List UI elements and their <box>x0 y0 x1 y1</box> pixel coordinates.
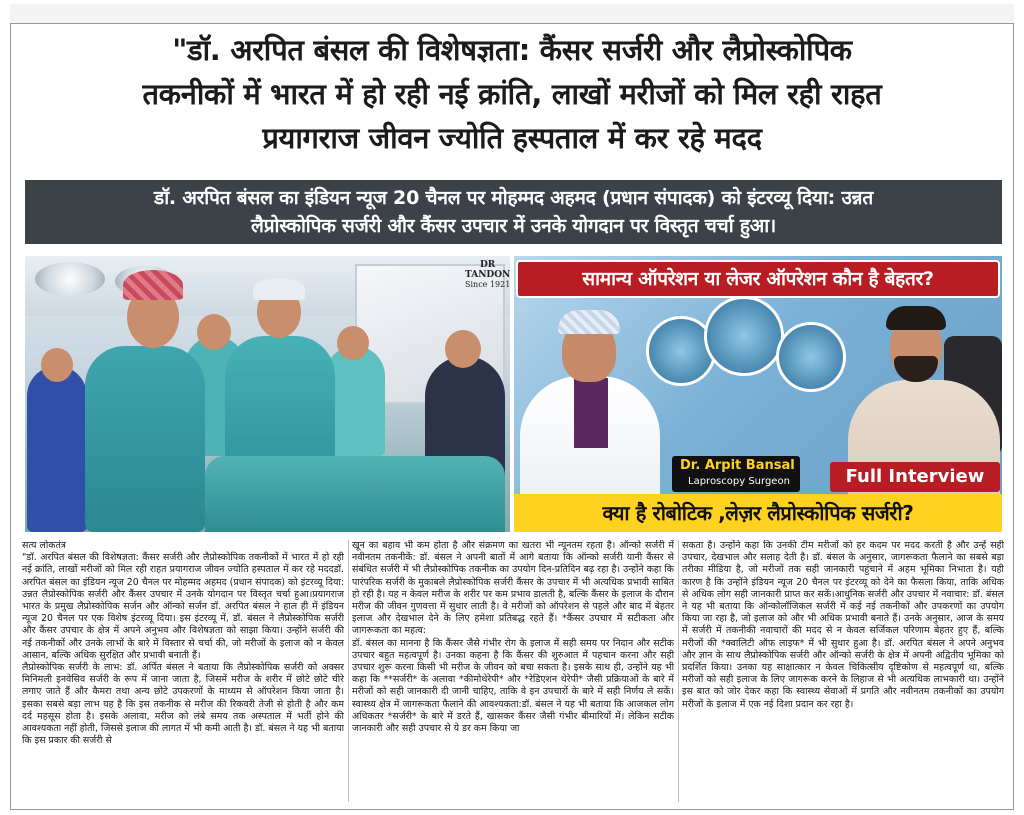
article-paragraph: "डॉ. अरपित बंसल की विशेषज्ञता: कैंसर सर्जरी और लैप्रोस्कोपिक तकनीकों में भारत में हो रही नई क्रांति, लाखों मरीजों को मिल रही राहत प्रयागराज जीवन ज्योति हस्पताल में कर रहे मददडॉ. अरपित बंसल का इंडियन न्यूज 20 चैनल पर मोहम्मद अहमद (प्रधान संपादक) को इंटरव्यू दिया: उन्नत लैप्रोस्कोपिक सर्जरी और कैंसर उपचार में उनके योगदान पर विस्तृत चर्चा हुआ।प्रयागराज भारत के प्रमुख लैप्रोस्कोपिक सर्जन और ऑन्को सर्जन डॉ. अरपित बंसल ने हाल ही में इंडियन न्यूज 20 चैनल पर एक विशेष इंटरव्यू दिया। इस इंटरव्यू में, डॉ. बंसल ने लैप्रोस्कोपिक सर्जरी और कैंसर उपचार के क्षेत्र में अपने अनुभव और विशेषज्ञता को साझा किया। उन्होंने सर्जरी की नई तकनीकों और उनके लाभों के बारे में विस्तार से चर्चा की, जो मरीजों के इलाज को न केवल आसान, बल्कि अधिक सुरक्षित और प्रभावी बनाती हैं। <box>22 552 344 661</box>
headline-line-2: तकनीकों में भारत में हो रही नई क्रांति, लाखों मरीजों को मिल रही राहत <box>142 77 882 111</box>
article-byline: सत्य लोकतंत्र <box>22 540 66 551</box>
surgeon-figure <box>85 346 205 532</box>
article-paragraph: सकता है। उन्होंने कहा कि उनकी टीम मरीजों को हर कदम पर मदद करती है और उन्हें सही उपचार, देखभाल और सलाह देती है। डॉ. बंसल के अनुसार, जागरूकता फैलाने का सबसे बड़ा तरीका मीडिया है, जो मरीजों तक सही जानकारी पहुंचाने में अहम भूमिका निभाता है। यही कारण है कि उन्होंने इंडियन न्यूज 20 चैनल पर इंटरव्यू को देने का फैसला किया, ताकि अधिक से अधिक लोग सही जानकारी प्राप्त कर सकें।आधुनिक सर्जरी और उपचार में नवाचार: डॉ. बंसल ने यह भी बताया कि ऑन्कोलॉजिकल सर्जरी में कई नई तकनीकों और उपकरणों का उपयोग किया जा रहा है, जो इलाज को और भी अधिक प्रभावी बनाते हैं। उनके अनुसार, आज के समय में सर्जरी में तकनीकी नवाचारों की मदद से न केवल सर्जिकल परिणाम बेहतर हुए हैं, बल्कि मरीजों की *क्वालिटी ऑफ लाइफ* में भी सुधार हुआ है। डॉ. अरपित बंसल ने अपने अनुभव और ज्ञान के साथ लैप्रोस्कोपिक सर्जरी और ऑन्को सर्जरी के क्षेत्र में अपनी अद्वितीय भूमिका को प्रदर्शित किया। उनका यह साक्षात्कार न केवल चिकित्सीय दृष्टिकोण से महत्वपूर्ण था, बल्कि मरीजों को सही इलाज के लिए जागरूक करने के लिहाज से भी अत्यधिक लाभकारी था। उन्होंने इस बात को जोर देकर कहा कि स्वास्थ्य सेवाओं में प्रगति और नवीनतम तकनीकों का उपयोग मरीजों के इलाज में एक नई दिशा प्रदान कर रहा है। <box>682 540 1004 710</box>
headline-line-1: "डॉ. अरपित बंसल की विशेषज्ञता: कैंसर सर्जरी और लैप्रोस्कोपिक <box>172 33 852 67</box>
surgical-lamp <box>35 262 105 296</box>
article-paragraph: खून का बहाव भी कम होता है और संक्रमण का खतरा भी न्यूनतम रहता है। ऑन्को सर्जरी में नवीनतम तकनीकें: डॉ. बंसल ने अपनी बातों में आगे बताया कि ऑन्को सर्जरी यानी कैंसर से संबंधित सर्जरी में भी लैप्रोस्कोपिक तकनीक का उपयोग दिन-प्रतिदिन बढ़ रहा है। उन्होंने कहा कि पारंपरिक सर्जरी के मुकाबले लैप्रोस्कोपिक सर्जरी कैंसर के उपचार में भी अत्यधिक प्रभावी साबित हो रही है। यह न केवल मरीज के शरीर पर कम प्रभाव डालती है, बल्कि कैंसर के इलाज के दौरान मरीज की जीवन गुणवत्ता में सुधार लाती है। वे मरीजों को ऑपरेशन से पहले और बाद में बेहतर इलाज और देखभाल देने के लिए हमेशा प्रतिबद्ध रहते हैं। *कैंसर उपचार में सटीकता और जागरूकता का महत्व: <box>352 540 674 637</box>
inset-circle <box>776 322 846 392</box>
surgeon-cap <box>123 270 183 300</box>
full-interview-label: Full Interview <box>830 462 1000 492</box>
doctor-title: Laproscopy Surgeon <box>688 476 790 487</box>
article-paragraph: डॉ. बंसल का मानना है कि कैंसर जैसे गंभीर रोग के इलाज में सही समय पर निदान और सटीक उपचार बहुत महत्वपूर्ण है। उनका कहना है कि कैंसर की शुरुआत में पहचान करना और सही उपचार शुरू करना किसी भी मरीज के जीवन को बचा सकता है। इसके साथ ही, उन्होंने यह भी कहा कि **सर्जरी* के अलावा *कीमोथेरेपी* और *रेडिएशन थेरेपी* जैसी प्रक्रियाओं के बारे में मरीजों को सही जानकारी दी जानी चाहिए, ताकि वे इन उपचारों के बारे में सही निर्णय ले सकें। स्वास्थ्य क्षेत्र में जागरूकता फैलाने की आवश्यकता:डॉ. बंसल ने यह भी बताया कि आजकल लोग अधिकतर *सर्जरी* के बारे में डरते हैं, खासकर कैंसर जैसी गंभीर बीमारियों में। लेकिन सटीक जानकारी और सही उपचार से ये डर कम किया जा <box>352 637 674 735</box>
sub-headline-box <box>25 180 1002 244</box>
article-column-2 <box>352 540 674 804</box>
main-headline <box>20 28 1004 160</box>
page-top-strip <box>10 4 1014 24</box>
staff-head <box>197 314 231 350</box>
host-beard <box>894 356 938 382</box>
article-column-3 <box>682 540 1004 804</box>
staff-head <box>41 348 73 382</box>
subheadline-line-1: डॉ. अरपित बंसल का इंडियन न्यूज 20 चैनल पर मोहम्मद अहमद (प्रधान संपादक) को इंटरव्यू दिया: उन्नत <box>154 187 873 209</box>
doctor-shirt <box>574 378 608 448</box>
column-divider <box>678 540 679 802</box>
doctor-cap <box>558 310 620 334</box>
surgery-photo <box>25 256 510 532</box>
headline-line-3: प्रयागराज जीवन ज्योति हस्पताल में कर रहे मदद <box>262 121 762 155</box>
host-hair <box>886 306 946 330</box>
article-body <box>22 540 1004 808</box>
surgical-drape <box>205 456 505 532</box>
doctor-name: Dr. Arpit Bansal <box>680 458 795 473</box>
thumbnail-bottom-banner: क्या है रोबोटिक ,लेज़र लैप्रोस्कोपिक सर्जरी? <box>514 494 1002 532</box>
thumbnail-top-banner: सामान्य ऑपरेशन या लेजर ऑपरेशन कौन है बेहतर? <box>516 260 1000 298</box>
inset-circle <box>704 296 784 376</box>
interview-thumbnail <box>514 256 1002 532</box>
brand-logo: DR TANDON Since 1921 <box>465 260 510 289</box>
staff-head <box>337 326 369 360</box>
subheadline-line-2: लैप्रोस्कोपिक सर्जरी और कैंसर उपचार में उनके योगदान पर विस्तृत चर्चा हुआ। <box>251 215 776 237</box>
article-column-1 <box>22 540 344 804</box>
article-paragraph: लैप्रोस्कोपिक सर्जरी के लाभ: डॉ. अर्पित बंसल ने बताया कि लैप्रोस्कोपिक सर्जरी को अक्सर मिनिमली इनवेसिव सर्जरी के रूप में जाना जाता है, जिसमें मरीज के शरीर में छोटे छोटे चीरे लगाए जाते हैं और कैमरा तथा अन्य छोटे उपकरणों के माध्यम से ऑपरेशन किया जाता है। इसका सबसे बड़ा लाभ यह है कि इस तकनीक से मरीज की रिकवरी तेजी से होती है और कम दर्द महसूस होता है। इसके अलावा, मरीज को लंबे समय तक अस्पताल में भर्ती होने की आवश्यकता नहीं होती, जिससे इलाज की लागत में भी कमी आती है। डॉ. बंसल ने यह भी बताया कि इस प्रकार की सर्जरी से <box>22 662 344 747</box>
staff-head <box>445 330 481 368</box>
surgeon-cap <box>253 278 305 300</box>
column-divider <box>348 540 349 802</box>
staff-figure <box>27 366 87 532</box>
